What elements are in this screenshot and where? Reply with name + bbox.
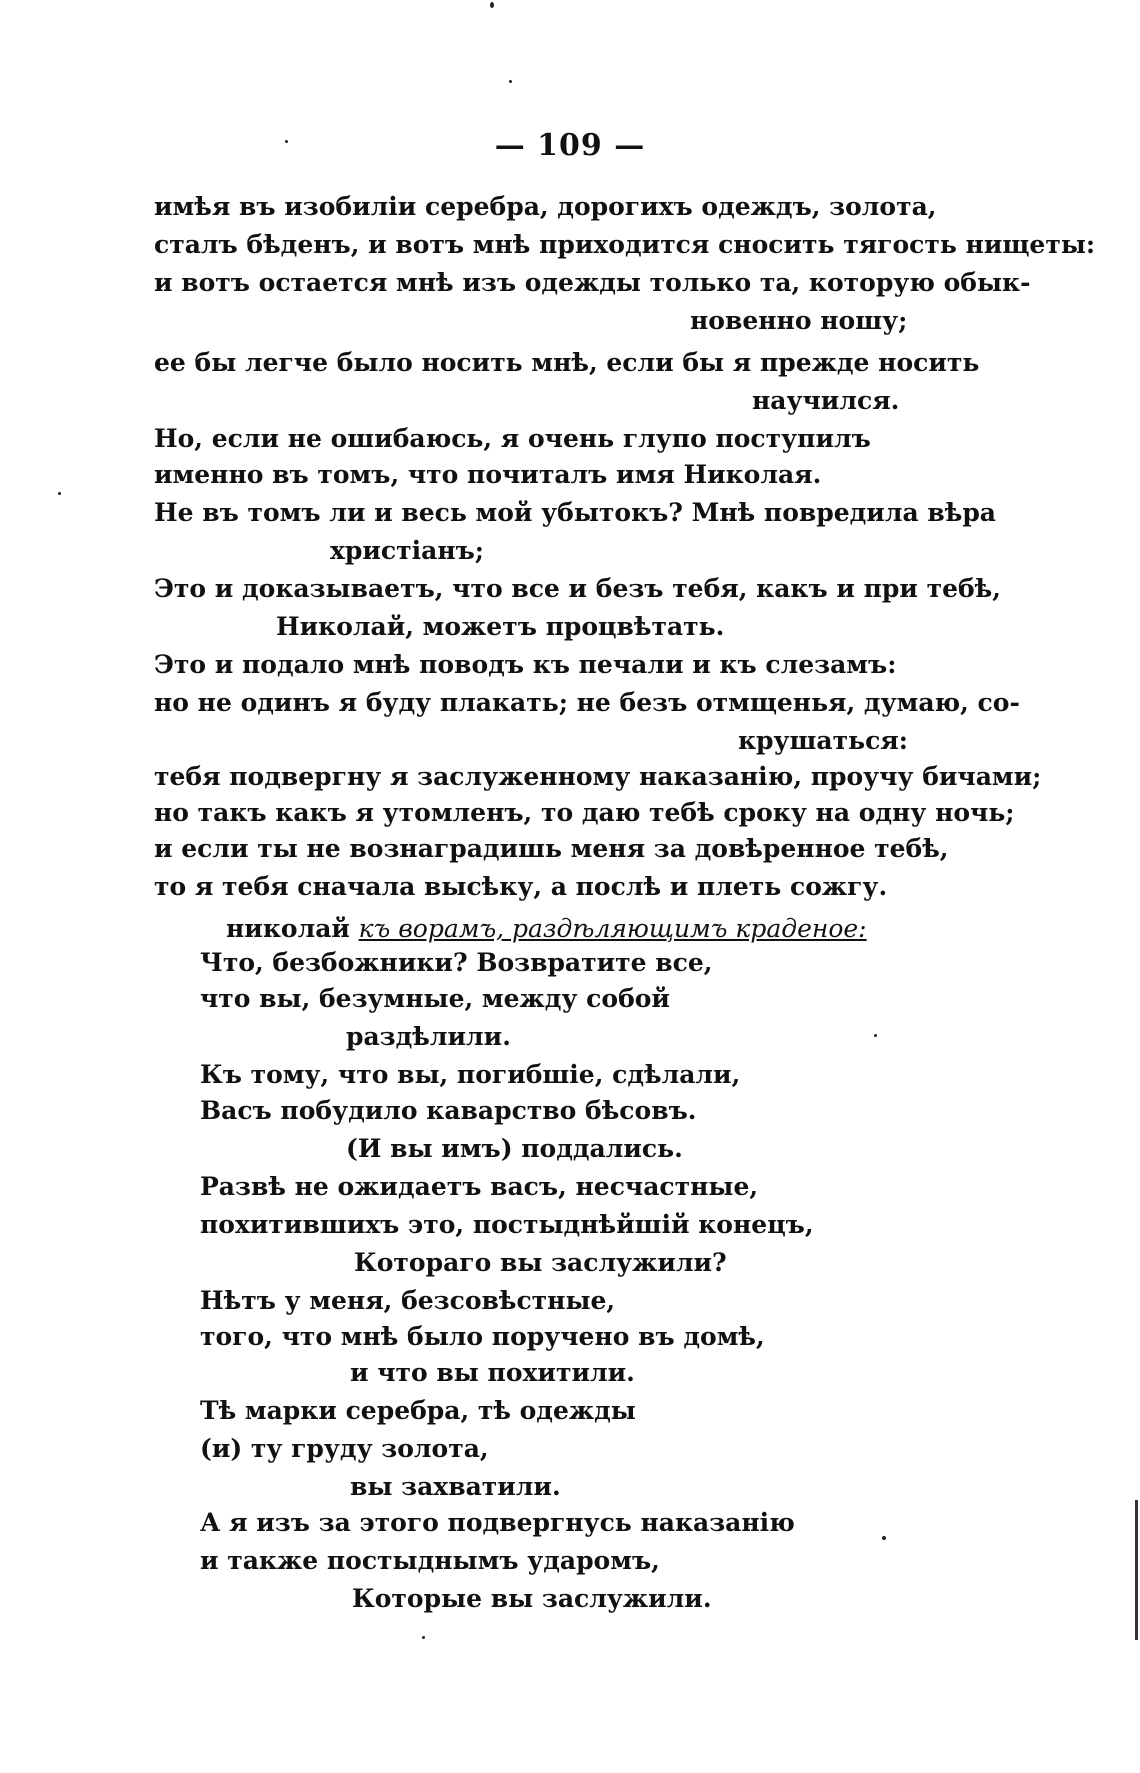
scan-speck [882,1536,886,1540]
scan-speck [490,2,494,8]
verse-line: Васъ побудило каварство бѣсовъ. [200,1096,697,1125]
scan-speck [509,80,512,83]
speaker-name: николай [226,914,350,943]
verse-line: похитившихъ это, постыднѣйшій конецъ, [200,1210,814,1239]
verse-line: и что вы похитили. [350,1358,635,1387]
verse-line: (и) ту груду золота, [200,1434,489,1463]
verse-line: А я изъ за этого подвергнусь наказанію [200,1508,795,1537]
prose-line: научился. [752,386,900,415]
verse-line: того, что мнѣ было поручено въ домѣ, [200,1322,765,1351]
verse-line: (И вы имъ) поддались. [346,1134,683,1163]
scan-speck [285,140,288,143]
prose-line: тебя подвергну я заслуженному наказанію, проучу бичами; [154,762,1042,791]
page-edge-mark [1135,1500,1138,1640]
prose-line: новенно ношу; [690,306,908,335]
verse-line: Которые вы заслужили. [352,1584,712,1613]
prose-line: но такъ какъ я утомленъ, то даю тебѣ сроку на одну ночь; [154,798,1015,827]
prose-line: ее бы легче было носить мнѣ, если бы я прежде носить [154,348,980,377]
speaker-heading [226,914,867,944]
prose-line: но не одинъ я буду плакать; не безъ отмщенья, думаю, со- [154,688,1020,717]
prose-line: Это и подало мнѣ поводъ къ печали и къ слезамъ: [154,650,897,679]
verse-line: что вы, безумные, между собой [200,984,670,1013]
prose-line: Но, если не ошибаюсь, я очень глупо поступилъ [154,424,871,453]
prose-line: имѣя въ изобиліи серебра, дорогихъ одеждъ, золота, [154,192,937,221]
verse-line: Къ тому, что вы, погибшіе, сдѣлали, [200,1060,741,1089]
prose-line: и если ты не вознаградишь меня за довѣренное тебѣ, [154,834,949,863]
prose-line: Николай, можетъ процвѣтать. [276,612,725,641]
prose-line: крушаться: [738,726,908,755]
stage-direction: къ ворамъ, раздѣляющимъ краденое: [358,914,867,943]
verse-line: раздѣлили. [346,1022,511,1051]
prose-line: Это и доказываетъ, что все и безъ тебя, какъ и при тебѣ, [154,574,1001,603]
scan-speck [874,1034,877,1037]
page-number: — 109 — [494,128,646,163]
verse-line: Что, безбожники? Возвратите все, [200,948,713,977]
scan-speck [58,492,61,495]
prose-line: Не въ томъ ли и весь мой убытокъ? Мнѣ повредила вѣра [154,498,997,527]
verse-line: Котораго вы заслужили? [354,1248,727,1277]
verse-line: и также постыднымъ ударомъ, [200,1546,660,1575]
prose-line: христіанъ; [330,536,485,565]
verse-line: Тѣ марки серебра, тѣ одежды [200,1396,636,1425]
scan-speck [422,1636,425,1639]
verse-line: вы захватили. [350,1472,561,1501]
prose-line: и вотъ остается мнѣ изъ одежды только та, которую обык- [154,268,1031,297]
verse-line: Развѣ не ожидаетъ васъ, несчастные, [200,1172,759,1201]
prose-line: то я тебя сначала высѣку, а послѣ и плеть сожгу. [154,872,888,901]
prose-line: именно въ томъ, что почиталъ имя Николая. [154,460,822,489]
verse-line: Нѣтъ у меня, безсовѣстные, [200,1286,616,1315]
prose-line: сталъ бѣденъ, и вотъ мнѣ приходится сносить тягость нищеты: [154,230,1096,259]
